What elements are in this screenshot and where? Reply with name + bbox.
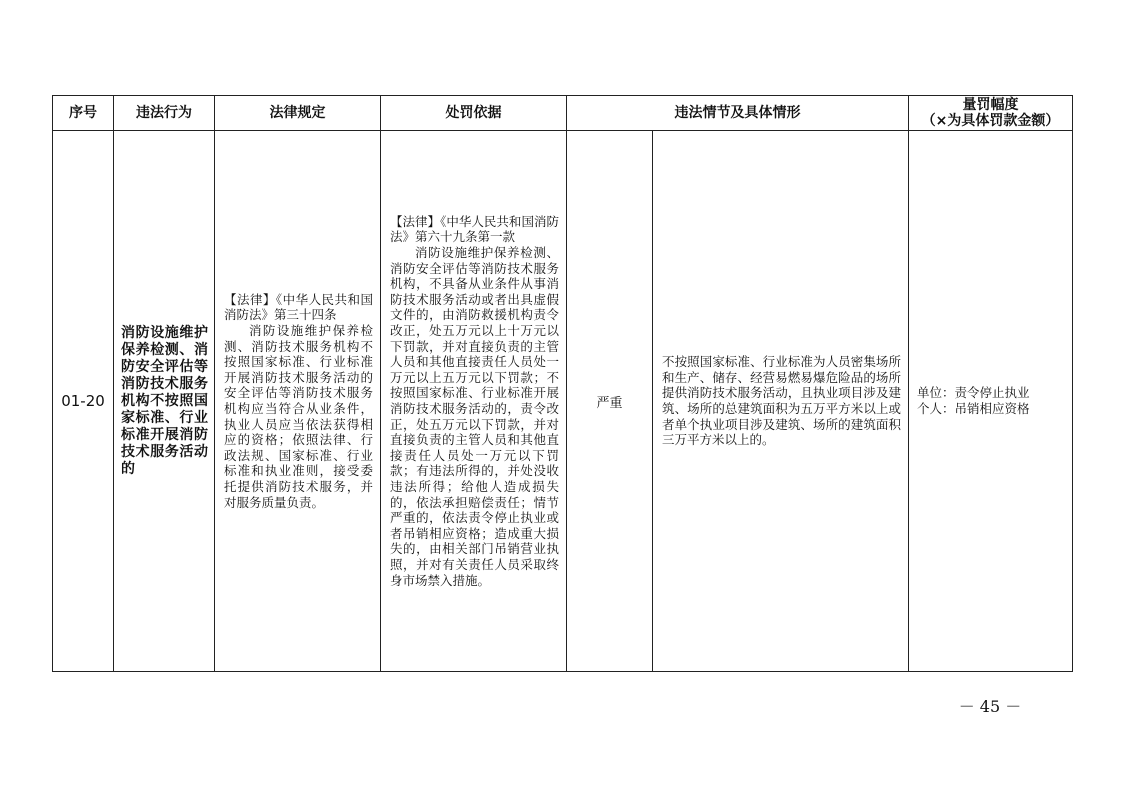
header-seq: 序号 bbox=[53, 96, 114, 131]
header-range bbox=[909, 96, 1073, 131]
cell-legal-provision bbox=[215, 131, 381, 672]
cell-violation: 消防设施维护保养检测、消防安全评估等消防技术服务机构不按照国家标准、行业标准开展消防技术服务活动的 bbox=[114, 131, 215, 672]
header-basis: 处罚依据 bbox=[381, 96, 567, 131]
page-number: － 45 － bbox=[958, 697, 1022, 716]
header-law: 法律规定 bbox=[215, 96, 381, 131]
penalty-range-person: 个人：吊销相应资格 bbox=[917, 401, 1030, 416]
cell-penalty-range bbox=[909, 131, 1073, 672]
penalty-range-unit: 单位：责令停止执业 bbox=[917, 385, 1030, 401]
table-row bbox=[53, 131, 1073, 672]
header-detail: 违法情节及具体情形 bbox=[567, 96, 909, 131]
penalty-basis-source: 【法律】《中华人民共和国消防法》第六十九条第一款 bbox=[390, 213, 559, 245]
header-row bbox=[53, 96, 1073, 131]
header-act: 违法行为 bbox=[114, 96, 215, 131]
cell-severity: 严重 bbox=[567, 131, 653, 672]
cell-circumstance: 不按照国家标准、行业标准为人员密集场所和生产、储存、经营易燃易爆危险品的场所提供消防技术服务活动，且执业项目涉及建筑、场所的总建筑面积为五万平方米以上或者单个执业项目涉及建筑、场所的建筑面积三万平方米以上的。 bbox=[653, 131, 909, 672]
cell-seq: 01-20 bbox=[53, 131, 114, 672]
penalty-table bbox=[52, 95, 1073, 672]
cell-penalty-basis bbox=[381, 131, 567, 672]
penalty-basis-text: 消防设施维护保养检测、消防安全评估等消防技术服务机构，不具备从业条件从事消防技术服务活动或者出具虚假文件的，由消防救援机构责令改正，处五万元以上十万元以下罚款，并对直接负责的主管人员和其他直接责任人员处一万元以上五万元以下罚款；不按照国家标准、行业标准开展消防技术服务活动的，责令改正，处五万元以下罚款，并对直接负责的主管人员和其他直接责任人员处一万元以下罚款；有违法所得的，并处没收违法所得；给他人造成损失的，依法承担赔偿责任；情节严重的，依法责令停止执业或者吊销相应资格；造成重大损失的，由相关部门吊销营业执照，并对有关责任人员采取终身市场禁入措施。 bbox=[390, 245, 559, 588]
header-range-title: 量罚幅度 bbox=[962, 97, 1019, 113]
legal-provision-source: 【法律】《中华人民共和国消防法》第三十四条 bbox=[224, 291, 373, 323]
header-range-note: （×为具体罚款金额） bbox=[921, 113, 1060, 129]
legal-provision-text: 消防设施维护保养检测、消防技术服务机构不按照国家标准、行业标准开展消防技术服务活动的安全评估等消防技术服务机构应当符合从业条件，执业人员应当依法获得相应的资格；依照法律、行政法规、国家标准、行业标准和执业准则，接受委托提供消防技术服务，并对服务质量负责。 bbox=[224, 323, 373, 510]
